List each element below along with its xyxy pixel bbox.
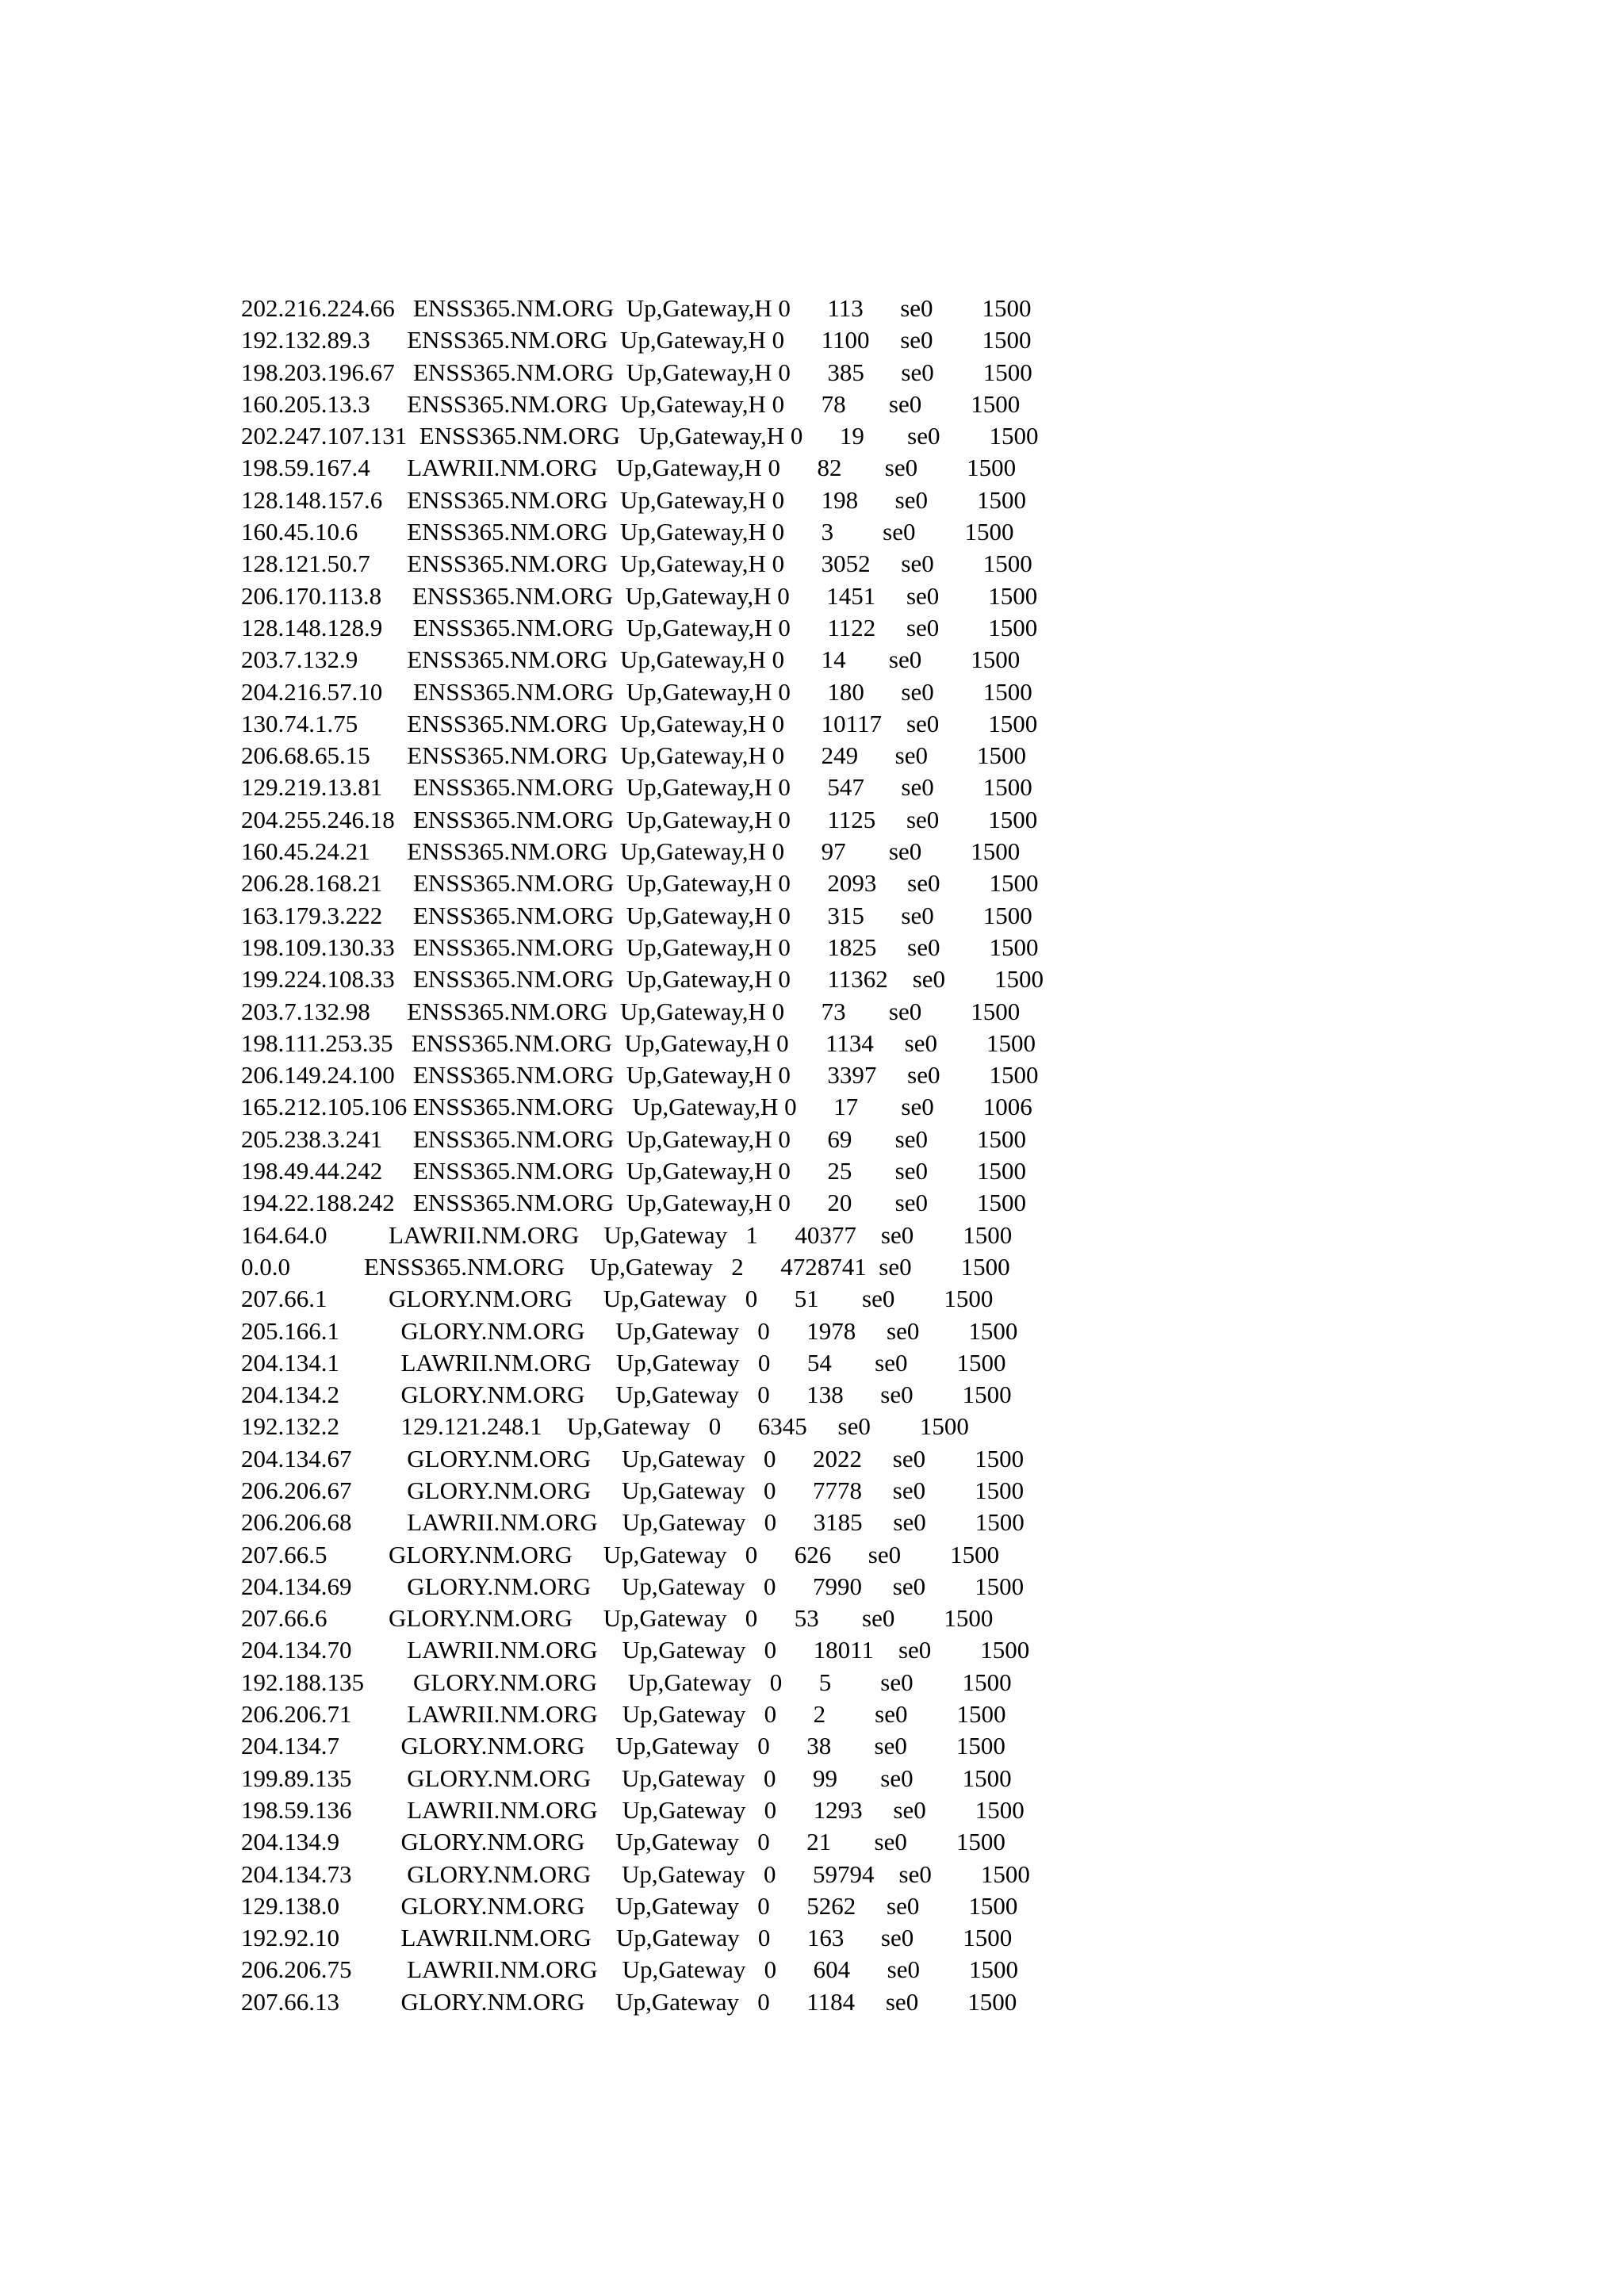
route-line: 192.92.10 LAWRII.NM.ORG Up,Gateway 0 163 se0 1500 <box>241 1924 1013 1952</box>
route-line: 202.247.107.131 ENSS365.NM.ORG Up,Gateway,H 0 19 se0 1500 <box>241 422 1039 450</box>
route-line: 206.206.67 GLORY.NM.ORG Up,Gateway 0 7778 se0 1500 <box>241 1476 1025 1504</box>
route-line: 130.74.1.75 ENSS365.NM.ORG Up,Gateway,H 0 10117 se0 1500 <box>241 709 1038 737</box>
route-line: 164.64.0 LAWRII.NM.ORG Up,Gateway 1 40377 se0 1500 <box>241 1220 1013 1249</box>
route-line: 205.238.3.241 ENSS365.NM.ORG Up,Gateway,H 0 69 se0 1500 <box>241 1124 1026 1153</box>
route-line: 198.109.130.33 ENSS365.NM.ORG Up,Gateway,H 0 1825 se0 1500 <box>241 933 1039 961</box>
route-line: 198.203.196.67 ENSS365.NM.ORG Up,Gateway,H 0 385 se0 1500 <box>241 358 1032 386</box>
route-line: 207.66.5 GLORY.NM.ORG Up,Gateway 0 626 se0 1500 <box>241 1540 1000 1568</box>
route-line: 206.170.113.8 ENSS365.NM.ORG Up,Gateway,H 0 1451 se0 1500 <box>241 581 1038 610</box>
route-line: 129.138.0 GLORY.NM.ORG Up,Gateway 0 5262 se0 1500 <box>241 1891 1018 1920</box>
route-line: 192.132.89.3 ENSS365.NM.ORG Up,Gateway,H 0 1100 se0 1500 <box>241 326 1032 354</box>
route-line: 204.134.69 GLORY.NM.ORG Up,Gateway 0 7990 se0 1500 <box>241 1572 1025 1600</box>
route-line: 203.7.132.98 ENSS365.NM.ORG Up,Gateway,H 0 73 se0 1500 <box>241 997 1021 1025</box>
route-line: 165.212.105.106 ENSS365.NM.ORG Up,Gateway,H 0 17 se0 1006 <box>241 1093 1032 1121</box>
route-line: 163.179.3.222 ENSS365.NM.ORG Up,Gateway,H 0 315 se0 1500 <box>241 901 1032 929</box>
route-line: 206.28.168.21 ENSS365.NM.ORG Up,Gateway,H 0 2093 se0 1500 <box>241 869 1039 898</box>
route-line: 206.68.65.15 ENSS365.NM.ORG Up,Gateway,H 0 249 se0 1500 <box>241 741 1026 770</box>
route-line: 206.206.71 LAWRII.NM.ORG Up,Gateway 0 2 se0 1500 <box>241 1700 1006 1729</box>
route-line: 128.148.157.6 ENSS365.NM.ORG Up,Gateway,H 0 198 se0 1500 <box>241 485 1026 514</box>
route-line: 203.7.132.9 ENSS365.NM.ORG Up,Gateway,H 0 14 se0 1500 <box>241 645 1021 674</box>
route-line: 198.59.167.4 LAWRII.NM.ORG Up,Gateway,H 0 82 se0 1500 <box>241 454 1017 482</box>
route-line: 204.255.246.18 ENSS365.NM.ORG Up,Gateway,H 0 1125 se0 1500 <box>241 805 1038 833</box>
route-line: 198.111.253.35 ENSS365.NM.ORG Up,Gateway,H 0 1134 se0 1500 <box>241 1028 1036 1057</box>
route-line: 204.134.9 GLORY.NM.ORG Up,Gateway 0 21 se0 1500 <box>241 1828 1005 1856</box>
route-line: 204.134.73 GLORY.NM.ORG Up,Gateway 0 59794 se0 1500 <box>241 1859 1030 1888</box>
route-line: 198.49.44.242 ENSS365.NM.ORG Up,Gateway,H 0 25 se0 1500 <box>241 1157 1026 1185</box>
route-line: 160.45.24.21 ENSS365.NM.ORG Up,Gateway,H 0 97 se0 1500 <box>241 837 1021 866</box>
route-line: 207.66.1 GLORY.NM.ORG Up,Gateway 0 51 se0 1500 <box>241 1285 994 1313</box>
route-line: 206.206.75 LAWRII.NM.ORG Up,Gateway 0 604 se0 1500 <box>241 1955 1018 1984</box>
route-line: 205.166.1 GLORY.NM.ORG Up,Gateway 0 1978 se0 1500 <box>241 1316 1018 1345</box>
route-line: 204.134.70 LAWRII.NM.ORG Up,Gateway 0 18011 se0 1500 <box>241 1636 1030 1664</box>
route-line: 207.66.13 GLORY.NM.ORG Up,Gateway 0 1184 se0 1500 <box>241 1987 1017 2016</box>
route-line: 128.148.128.9 ENSS365.NM.ORG Up,Gateway,H 0 1122 se0 1500 <box>241 613 1038 641</box>
route-line: 206.149.24.100 ENSS365.NM.ORG Up,Gateway,H 0 3397 se0 1500 <box>241 1061 1039 1090</box>
route-line: 206.206.68 LAWRII.NM.ORG Up,Gateway 0 3185 se0 1500 <box>241 1508 1025 1537</box>
route-line: 160.45.10.6 ENSS365.NM.ORG Up,Gateway,H 0 3 se0 1500 <box>241 518 1014 546</box>
route-line: 204.216.57.10 ENSS365.NM.ORG Up,Gateway,H 0 180 se0 1500 <box>241 677 1032 706</box>
route-line: 0.0.0 ENSS365.NM.ORG Up,Gateway 2 4728741 se0 1500 <box>241 1252 1010 1281</box>
route-line: 160.205.13.3 ENSS365.NM.ORG Up,Gateway,H 0 78 se0 1500 <box>241 389 1021 418</box>
route-line: 202.216.224.66 ENSS365.NM.ORG Up,Gateway,H 0 113 se0 1500 <box>241 294 1032 322</box>
route-line: 207.66.6 GLORY.NM.ORG Up,Gateway 0 53 se0 1500 <box>241 1604 994 1633</box>
route-line: 192.132.2 129.121.248.1 Up,Gateway 0 6345 se0 1500 <box>241 1412 969 1441</box>
route-line: 204.134.67 GLORY.NM.ORG Up,Gateway 0 2022 se0 1500 <box>241 1444 1025 1473</box>
route-line: 198.59.136 LAWRII.NM.ORG Up,Gateway 0 1293 se0 1500 <box>241 1795 1025 1824</box>
route-line: 128.121.50.7 ENSS365.NM.ORG Up,Gateway,H 0 3052 se0 1500 <box>241 550 1032 578</box>
route-line: 204.134.7 GLORY.NM.ORG Up,Gateway 0 38 se0 1500 <box>241 1732 1005 1760</box>
route-line: 192.188.135 GLORY.NM.ORG Up,Gateway 0 5 se0 1500 <box>241 1668 1012 1696</box>
route-line: 199.89.135 GLORY.NM.ORG Up,Gateway 0 99 se0 1500 <box>241 1764 1012 1792</box>
route-line: 199.224.108.33 ENSS365.NM.ORG Up,Gateway,H 0 11362 se0 1500 <box>241 965 1044 994</box>
route-line: 204.134.1 LAWRII.NM.ORG Up,Gateway 0 54 se0 1500 <box>241 1348 1006 1377</box>
route-line: 194.22.188.242 ENSS365.NM.ORG Up,Gateway,H 0 20 se0 1500 <box>241 1189 1026 1217</box>
route-line: 204.134.2 GLORY.NM.ORG Up,Gateway 0 138 se0 1500 <box>241 1381 1012 1409</box>
route-table <box>241 293 1431 2018</box>
route-line: 129.219.13.81 ENSS365.NM.ORG Up,Gateway,H 0 547 se0 1500 <box>241 773 1032 802</box>
